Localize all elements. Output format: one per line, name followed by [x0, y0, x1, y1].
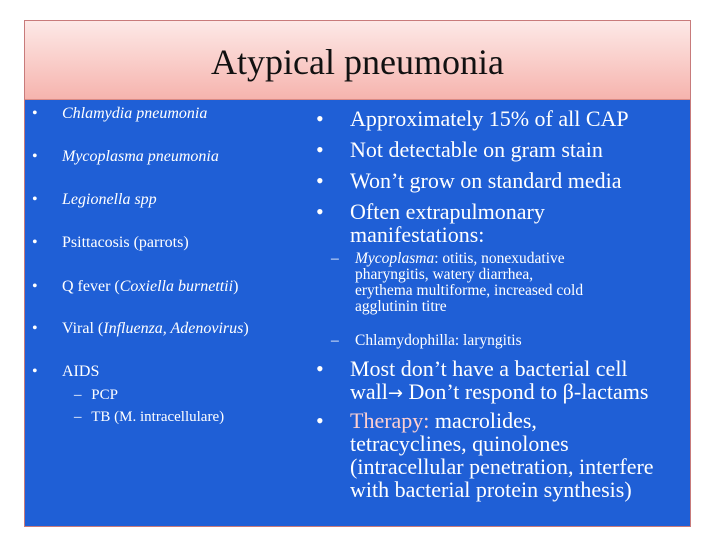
- bullet-icon: •: [316, 356, 324, 381]
- dash-icon: –: [74, 387, 82, 403]
- bullet-icon: •: [316, 408, 324, 433]
- aids-subitem-2: – TB (M. intracellulare): [74, 409, 225, 425]
- bullet-icon: •: [32, 148, 38, 165]
- left-item-text: Viral (Influenza, Adenovirus): [62, 320, 249, 337]
- bullet-icon: •: [32, 234, 38, 251]
- left-item-text: Q fever (Coxiella burnettii): [62, 278, 239, 295]
- left-item-text: Psittacosis (parrots): [62, 234, 189, 251]
- bullet-icon: •: [32, 105, 38, 122]
- dash-icon: –: [331, 332, 339, 349]
- bullet-icon: •: [316, 199, 324, 224]
- bullet-icon: •: [316, 106, 324, 131]
- aids-subitem-1: – PCP: [74, 387, 118, 403]
- left-item-text: Mycoplasma pneumonia: [62, 148, 219, 165]
- title-bar: [25, 21, 690, 100]
- left-item-text: Chlamydia pneumonia: [62, 105, 208, 122]
- bullet-icon: •: [32, 363, 38, 380]
- bullet-icon: •: [32, 278, 38, 295]
- bullet-icon: •: [316, 168, 324, 193]
- left-item-text: AIDS: [62, 363, 100, 380]
- slide: Atypical pneumonia • Chlamydia pneumonia • Mycoplasma pneumonia • Legionella spp • Psittacosis (parrots) • Q fever (Coxiella burnettii) • Viral (Influenza, Adenovirus) • AIDS – PCP – TB (M. intracellulare) • Approximately 15% of all CAP • Not detectable on gram stain • Won’t grow on standard media • Often extrapulmonary manifestations: – Mycoplasma: otitis, nonexudative pharyngitis, watery diarrhea, erythema multiforme, increased cold agglutinin titre – Chlamydophilla: laryngitis • Most don’t have a bacterial cell wall→ Don’t respond to β-lactams • Therapy: macrolides, tetracyclines, quinolones (intracellular penetration, interfere with bacterial protein synthesis): [24, 20, 691, 527]
- bullet-icon: •: [316, 137, 324, 162]
- slide-title: Atypical pneumonia: [211, 42, 504, 82]
- left-item-text: Legionella spp: [62, 191, 157, 208]
- bullet-icon: •: [32, 320, 38, 337]
- bullet-icon: •: [32, 191, 38, 208]
- dash-icon: –: [331, 250, 339, 267]
- arrow-right-icon: →: [387, 383, 403, 404]
- dash-icon: –: [74, 409, 82, 425]
